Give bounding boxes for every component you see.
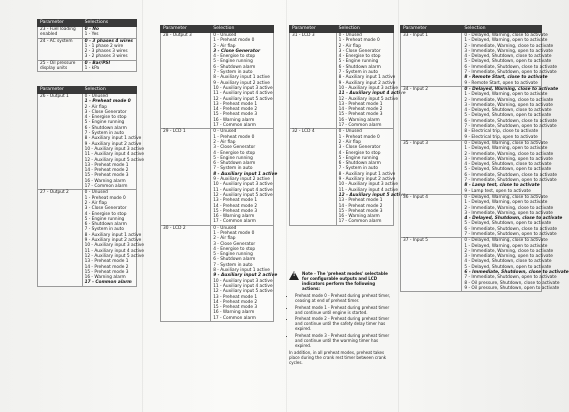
selection-option: 9 - Auxiliary input 2 active — [338, 80, 396, 86]
selection-option: 3 - Immediate, Warning, open to activate — [464, 102, 553, 108]
selection-option: 4 - Energise to stop — [338, 150, 381, 156]
selection-option: 1 - Preheat mode 0 — [213, 230, 255, 236]
selection-option: 10 - Auxiliary input 3 active — [84, 146, 145, 152]
selection-option: 5 - Delayed, Shutdown, open to activate — [464, 264, 552, 270]
selection-option: 5 - Engine running — [84, 216, 125, 222]
selection-option: 12 - Auxiliary input 5 active — [213, 96, 273, 102]
table-row — [401, 238, 542, 292]
selection-option: 11 - Auxiliary input 4 active — [213, 91, 273, 97]
selection-option: 2 - Air flap — [84, 104, 107, 110]
warning-icon: ! — [289, 271, 299, 280]
selection-option: 10 - Auxiliary input 3 active — [213, 278, 273, 284]
default-selection-option: 0 - Delayed, Warning, close to activate — [464, 86, 559, 92]
page-fold — [142, 0, 143, 412]
table-row — [161, 33, 274, 129]
selection-option: 3 - Immediate, Warning, open to activate — [464, 156, 553, 162]
selection-option: 1 - Delayed, Warning, open to activate — [464, 146, 548, 152]
parameter-name: 36 - Input 4 — [401, 194, 462, 237]
selection-option: 9 - Electrical trip, open to activate — [464, 134, 538, 140]
parameter-table — [37, 86, 145, 287]
default-selection-option: 0 - No — [84, 27, 99, 32]
selection-option: 9 - Oil pressure, Shutdown, open to activate — [464, 285, 560, 291]
selection-option: 16 - Warning alarm — [84, 178, 126, 184]
selection-option: 8 - Auxiliary input 1 active — [213, 268, 270, 274]
selection-option: 1 - Delayed, Warning, open to activate — [464, 38, 548, 44]
selection-list — [462, 86, 559, 140]
selection-option: 6 - Shutdown alarm — [84, 222, 127, 228]
selection-option: 12 - Auxiliary input 5 active — [84, 157, 145, 163]
selection-list — [82, 27, 136, 39]
default-selection-option: 9 - Auxiliary input 2 active — [213, 273, 278, 279]
selection-option: 5 - Engine running — [213, 59, 253, 65]
selection-option: 1 - Delayed, Warning, open to activate — [464, 200, 548, 206]
selection-option: 17 - Common alarm — [84, 184, 128, 190]
table-output3-lcd1-lcd2 — [160, 25, 278, 322]
column-header-parameter: Parameter — [401, 26, 462, 33]
selection-option: 4 - Energise to stop — [213, 150, 256, 156]
selection-option: 14 - Preheat mode 2 — [213, 107, 258, 113]
selection-option: 2 - Air flap — [213, 139, 236, 145]
selection-option: 1 - 1 phase 2 wire — [84, 43, 124, 49]
selection-option: 6 - Immediate, Shutdown, close to activate — [464, 118, 557, 124]
selection-option: 13 - Preheat mode 1 — [84, 259, 129, 265]
selection-option: 0 - Unused — [84, 94, 108, 99]
selection-option: 11 - Auxiliary input 4 active — [84, 248, 145, 254]
selection-option: 9 - Remote Start, open to activate — [464, 80, 538, 86]
selection-option: 16 - Warning alarm — [213, 117, 255, 123]
selection-option: 7 - System in auto — [213, 262, 253, 268]
selection-option: 7 - Immediate, Shutdown, open to activate — [464, 275, 557, 281]
parameter-name: 28 - Output 3 — [161, 33, 211, 129]
selection-option: 17 - Common alarm — [338, 219, 382, 225]
selection-option: 6 - Immediate, Shutdown, close to activate — [464, 226, 557, 232]
table-inputs — [400, 25, 569, 292]
selection-option: 8 - Oil pressure, Shutdown, close to activate — [464, 280, 560, 286]
selection-option: 0 - Unused — [213, 129, 237, 135]
selection-option: 4 - Energise to stop — [84, 115, 127, 121]
selection-option: 7 - System in auto — [213, 70, 253, 76]
selection-option: 15 - Preheat mode 3 — [84, 173, 129, 179]
selection-list — [462, 33, 557, 87]
selection-list — [336, 33, 406, 129]
selection-option: 16 - Warning alarm — [213, 214, 255, 220]
selection-option: 12 - Auxiliary input 5 active — [213, 192, 273, 198]
default-selection-option: 6 - Immediate, Shutdown, close to activate — [464, 270, 569, 276]
selection-option: 16 - Warning alarm — [338, 117, 380, 123]
selection-option: 14 - Preheat mode 2 — [84, 264, 129, 270]
parameter-name: 31 - LCD 3 — [290, 33, 337, 129]
selection-option: 4 - Delayed, Shutdown, close to activate — [464, 162, 552, 168]
selection-option: 5 - Engine running — [213, 252, 253, 258]
parameter-name: 29 - LCD 1 — [161, 129, 211, 225]
selection-option: 1 - Yes — [84, 32, 99, 38]
selection-option: 6 - Shutdown alarm — [338, 161, 381, 167]
selection-option: 6 - Immediate, Shutdown, close to activate — [464, 64, 557, 70]
selection-option: 2 - 3 phases 3 wires — [84, 49, 128, 55]
selection-option: 7 - System in auto — [213, 166, 253, 172]
selection-option: 3 - 2 phases 3 wires — [84, 54, 128, 60]
selection-option: 11 - Auxiliary input 4 active — [84, 152, 145, 158]
note-footer: In addition, in all preheat modes, preheat takes place during the crank rest timer between crank cycles. — [289, 349, 387, 365]
selection-option: 7 - System in auto — [338, 70, 378, 76]
selection-list — [82, 38, 136, 60]
selection-option: 13 - Preheat mode 1 — [338, 101, 383, 107]
selection-option: 7 - System in auto — [84, 131, 124, 137]
selection-option: 14 - Preheat mode 2 — [84, 168, 129, 174]
selection-option: 3 - Close Generator — [84, 109, 127, 115]
parameter-table — [400, 25, 569, 292]
selection-option: 1 - kPa — [84, 66, 100, 72]
selection-option: 5 - Delayed, Shutdown, open to activate — [464, 167, 552, 173]
selection-option: 11 - Auxiliary input 4 active — [338, 187, 399, 193]
selection-option: 0 - Unused — [338, 33, 362, 38]
parameter-table — [37, 19, 137, 72]
selection-option: 0 - Delayed, Warning, close to activate — [464, 238, 548, 244]
selection-option: 14 - Preheat mode 2 — [338, 107, 383, 113]
selection-option: 0 - Delayed, Warning, close to activate — [464, 194, 548, 200]
selection-option: 13 - Preheat mode 1 — [84, 162, 129, 168]
table-outputs-1-2 — [37, 86, 145, 287]
selection-option: 1 - Preheat mode 0 — [213, 134, 255, 140]
selection-option: 8 - Auxiliary input 1 active — [84, 136, 142, 142]
selection-option: 15 - Preheat mode 3 — [213, 208, 258, 214]
selection-option: 0 - Delayed, Warning, close to activate — [464, 33, 548, 38]
selection-option: 9 - Lamp test, open to activate — [464, 188, 531, 194]
selection-option: 6 - Shutdown alarm — [213, 161, 256, 167]
selection-option: 13 - Preheat mode 1 — [338, 198, 383, 204]
selection-option: 7 - Immediate, Shutdown, open to activate — [464, 178, 557, 184]
default-selection-option: 4 - Delayed, Shutdown, close to activate — [464, 216, 563, 222]
selection-list — [462, 238, 569, 292]
selection-option: 2 - Air flap — [338, 43, 361, 49]
table-row — [161, 225, 274, 321]
selection-option: 9 - Auxiliary input 2 active — [338, 177, 396, 183]
table-row — [38, 27, 137, 39]
selection-option: 13 - Preheat mode 1 — [213, 198, 258, 204]
selection-option: 4 - Energise to stop — [213, 246, 256, 252]
parameter-name: 23 - Fuel loading enabled — [38, 27, 83, 39]
selection-list — [82, 94, 145, 190]
selection-option: 11 - Auxiliary input 4 active — [213, 187, 273, 193]
table-row — [401, 33, 542, 87]
selection-option: 4 - Delayed, Shutdown, close to activate — [464, 108, 552, 114]
selection-option: 6 - Shutdown alarm — [84, 125, 127, 131]
default-selection-option: 0 - 3 phases 4 wires — [84, 38, 133, 44]
parameter-name: 26 - Output 1 — [38, 94, 83, 190]
selection-option: 5 - Delayed, Shutdown, open to activate — [464, 113, 552, 119]
selection-option: 10 - Auxiliary input 3 active — [338, 85, 399, 91]
selection-option: 6 - Shutdown alarm — [213, 257, 256, 263]
selection-option: 3 - Close Generator — [338, 145, 381, 151]
column-header-parameter: Parameter — [161, 26, 211, 33]
selection-option: 3 - Close Generator — [213, 145, 256, 151]
selection-option: 12 - Auxiliary input 5 active — [213, 289, 273, 295]
table-row — [401, 194, 542, 237]
selection-option: 1 - Preheat mode 0 — [213, 38, 255, 44]
table-fuel-ac-oil — [37, 19, 137, 72]
selection-option: 4 - Delayed, Shutdown, close to activate — [464, 259, 552, 265]
selection-option: 4 - Energise to stop — [213, 54, 256, 60]
selection-list — [336, 129, 406, 225]
selection-option: 8 - Auxiliary input 1 active — [338, 75, 396, 81]
selection-option: 17 - Common alarm — [213, 123, 256, 129]
selection-option: 6 - Shutdown alarm — [213, 64, 256, 70]
selection-option: 17 - Common alarm — [213, 315, 256, 321]
default-selection-option: 1 - Preheat mode 0 — [84, 99, 131, 105]
selection-option: 0 - Unused — [213, 33, 237, 38]
selection-option: 0 - Unused — [213, 225, 237, 231]
selection-list — [211, 33, 274, 129]
column-header-parameter: Parameter — [38, 87, 83, 94]
default-selection-option: 8 - Remote Start, close to activate — [464, 75, 548, 81]
parameter-table — [289, 25, 406, 226]
selection-option: 15 - Preheat mode 3 — [338, 208, 383, 214]
selection-option: 1 - Delayed, Warning, open to activate — [464, 243, 548, 249]
selection-option: 2 - Air flap — [213, 43, 236, 49]
selection-option: 7 - System in auto — [84, 227, 124, 233]
selection-option: 13 - Preheat mode 1 — [213, 294, 258, 300]
parameter-name: 25 - Oil pressure display units — [38, 60, 83, 72]
note-title: Note - The 'preheat modes' selectable for configurable outputs and LCD indicators perform the following actions: — [302, 271, 388, 291]
selection-option: 3 - Immediate, Warning, open to activate — [464, 254, 553, 260]
selection-option: 9 - Auxiliary input 2 active — [213, 177, 270, 183]
table-row — [290, 33, 394, 129]
selection-option: 5 - Engine running — [84, 120, 125, 126]
selection-option: 17 - Common alarm — [338, 123, 382, 129]
page-fold — [286, 0, 287, 412]
selection-option: 16 - Warning alarm — [213, 310, 255, 316]
default-selection-option: 12 - Auxiliary input 5 active — [338, 192, 406, 198]
selection-option: 12 - Auxiliary input 5 active — [338, 96, 399, 102]
note-list — [289, 293, 394, 348]
selection-option: 10 - Auxiliary input 3 active — [338, 182, 399, 188]
selection-option: 2 - Air flap — [338, 139, 361, 145]
selection-option: 2 - Immediate, Warning, close to activate — [464, 248, 554, 254]
selection-list — [462, 140, 557, 194]
selection-option: 3 - Close Generator — [338, 48, 381, 54]
selection-list — [82, 60, 136, 72]
selection-option: 2 - Immediate, Warning, close to activate — [464, 97, 554, 103]
default-selection-option: 0 - Bar/PSI — [84, 60, 111, 66]
selection-option: 2 - Air flap — [213, 236, 236, 242]
selection-option: 15 - Preheat mode 3 — [213, 112, 258, 118]
default-selection-option: 17 - Common alarm — [84, 280, 132, 286]
selection-option: 10 - Auxiliary input 3 active — [84, 243, 145, 249]
selection-option: 10 - Auxiliary input 3 active — [213, 85, 273, 91]
selection-option: 7 - Immediate, Shutdown, open to activate — [464, 231, 557, 237]
selection-option: 1 - Preheat mode 0 — [84, 195, 126, 201]
selection-option: 5 - Engine running — [213, 155, 253, 161]
note-item: • Preheat mode 3 - Preheat during preheat timer and continue until the warming timer has expired. — [295, 333, 394, 348]
column-header-parameter: Parameter — [290, 26, 337, 33]
table-row — [38, 60, 137, 72]
default-selection-option: 8 - Auxiliary input 1 active — [213, 171, 278, 177]
selection-option: 4 - Delayed, Shutdown, close to activate — [464, 54, 552, 60]
table-row — [401, 140, 542, 194]
table-row — [38, 38, 137, 60]
table-row — [161, 129, 274, 225]
selection-option: 2 - Air flap — [84, 200, 107, 206]
column-header-selection: Selection — [211, 26, 274, 33]
parameter-name: 30 - LCD 2 — [161, 225, 211, 321]
default-selection-option: 3 - Close Generator — [213, 48, 261, 54]
selection-option: 3 - Close Generator — [213, 241, 256, 247]
selection-option: 5 - Engine running — [338, 155, 379, 161]
parameter-name: 34 - Input 2 — [401, 86, 462, 140]
selection-option: 1 - Preheat mode 0 — [338, 134, 380, 140]
selection-option: 8 - Auxiliary input 1 active — [213, 75, 270, 81]
selection-option: 9 - Auxiliary input 2 active — [213, 80, 270, 86]
selection-list — [462, 194, 563, 237]
selection-option: 8 - Electrical trip, close to activate — [464, 129, 539, 135]
selection-option: 0 - Unused — [338, 129, 362, 135]
selection-option: 0 - Unused — [84, 190, 108, 196]
note-item: • Preheat mode 2 - Preheat during preheat timer and continue until the safety delay timer has expired. — [295, 316, 394, 331]
parameter-name: 33 - Input 1 — [401, 33, 462, 87]
selection-option: 6 - Immediate, Shutdown, close to activate — [464, 172, 557, 178]
selection-option: 3 - Immediate, Warning, open to activate — [464, 48, 553, 54]
column-header-selection: Selection — [336, 26, 393, 33]
selection-option: 5 - Delayed, Shutdown, open to activate — [464, 221, 552, 227]
selection-option: 2 - Immediate, Warning, close to activate — [464, 205, 554, 211]
selection-option: 2 - Immediate, Warning, close to activate — [464, 151, 554, 157]
selection-option: 8 - Auxiliary input 1 active — [338, 171, 396, 177]
selection-option: 4 - Energise to stop — [84, 211, 127, 217]
selection-option: 15 - Preheat mode 3 — [338, 112, 383, 118]
selection-option: 0 - Delayed, Warning, close to activate — [464, 140, 548, 146]
selection-option: 14 - Preheat mode 2 — [213, 299, 258, 305]
selection-option: 16 - Warning alarm — [338, 214, 380, 220]
selection-option: 2 - Immediate, Warning, close to activate — [464, 43, 554, 49]
selection-option: 14 - Preheat mode 2 — [338, 203, 383, 209]
parameter-name: 37 - Input 5 — [401, 238, 462, 292]
table-row — [38, 94, 137, 190]
selection-option: 12 - Auxiliary input 5 active — [84, 253, 145, 259]
selection-option: 14 - Preheat mode 2 — [213, 203, 258, 209]
selection-option: 5 - Delayed, Shutdown, open to activate — [464, 59, 552, 65]
parameter-name: 32 - LCD 4 — [290, 129, 337, 225]
parameter-name: 35 - Input 3 — [401, 140, 462, 194]
column-header-parameter: Parameter — [38, 20, 83, 27]
table-row — [401, 86, 542, 140]
column-header-selection: Selection — [82, 87, 136, 94]
selection-option: 11 - Auxiliary input 4 active — [213, 283, 273, 289]
selection-option: 4 - Energise to stop — [338, 54, 381, 60]
selection-option: 10 - Auxiliary input 3 active — [213, 182, 273, 188]
parameter-table — [160, 25, 278, 322]
selection-option: 6 - Shutdown alarm — [338, 64, 381, 70]
column-header-selection: Selection — [462, 26, 542, 33]
parameter-name: 27 - Output 2 — [38, 190, 83, 286]
default-selection-option: 8 - Lamp test, close to activate — [464, 183, 540, 189]
selection-option: 3 - Immediate, Warning, open to activate — [464, 210, 553, 216]
selection-option: 15 - Preheat mode 3 — [213, 305, 258, 311]
selection-option: 1 - Delayed, Warning, open to activate — [464, 92, 548, 98]
selection-option: 17 - Common alarm — [213, 219, 256, 225]
selection-option: 3 - Close Generator — [84, 206, 127, 212]
selection-list — [82, 190, 145, 286]
selection-option: 5 - Engine running — [338, 59, 379, 65]
selection-option: 7 - System in auto — [338, 166, 378, 172]
parameter-name: 24 - AC system — [38, 38, 83, 60]
selection-option: 7 - Immediate, Shutdown, open to activate — [464, 70, 557, 76]
default-selection-option: 11 - Auxiliary input 4 active — [338, 91, 406, 97]
table-row — [290, 129, 394, 225]
selection-list — [211, 129, 278, 225]
table-row — [38, 190, 137, 286]
column-header-selection: Selections — [82, 20, 136, 27]
selection-option: 9 - Auxiliary input 2 active — [84, 238, 142, 244]
selection-list — [211, 225, 278, 321]
preheat-note — [289, 271, 394, 365]
selection-option: 8 - Auxiliary input 1 active — [84, 232, 142, 238]
selection-option: 13 - Preheat mode 1 — [213, 101, 258, 107]
selection-option: 16 - Warning alarm — [84, 275, 126, 281]
selection-option: 7 - Immediate, Shutdown, open to activate — [464, 124, 557, 130]
selection-option: 15 - Preheat mode 3 — [84, 269, 129, 275]
note-item: • Preheat mode 0 - Preheat during preheat timer, ceasing at end of preheat timer. — [295, 293, 394, 303]
page-fold — [398, 0, 399, 412]
note-item: • Preheat mode 1 - Preheat during preheat timer and continue until engine is started. — [295, 305, 394, 315]
selection-option: 1 - Preheat mode 0 — [338, 38, 380, 44]
selection-option: 9 - Auxiliary input 2 active — [84, 141, 142, 147]
table-lcd3-lcd4 — [289, 25, 406, 226]
